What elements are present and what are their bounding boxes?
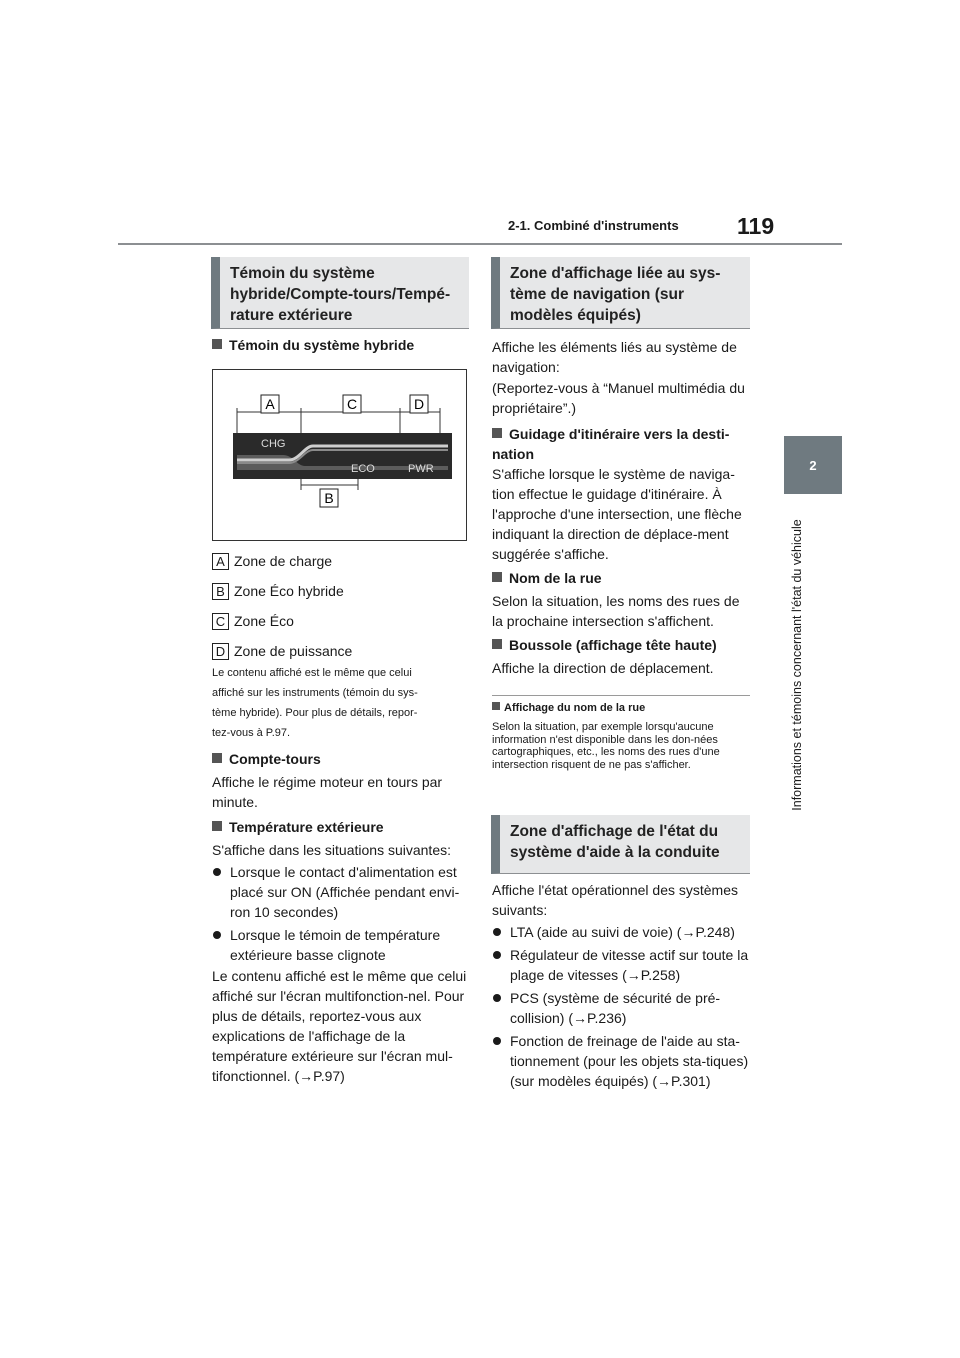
bullet-item: Régulateur de vitesse actif sur toute la plage de vitesses (→P.258) bbox=[492, 945, 750, 985]
figure-note bbox=[212, 663, 472, 743]
figure-note-line: affiché sur les instruments (témoin du sys- bbox=[212, 687, 418, 699]
outside-temp-closing: Le contenu affiché est le même que celui affiché sur l'écran multifonction-nel. Pour plus de détails, reportez-vous aux explications de l'affichage de la température extérieure sur l'écran mul-tifonctionnel. (→P.97) bbox=[212, 968, 467, 1084]
hybrid-indicator-illustration bbox=[213, 370, 466, 540]
chapter-tab: 2 bbox=[784, 436, 842, 494]
chapter-title-text: Informations et témoins concernant l'état du véhicule bbox=[790, 519, 804, 811]
legend-item-a bbox=[212, 551, 352, 571]
legend-item-d bbox=[212, 641, 352, 661]
legend-text-d: Zone de puissance bbox=[234, 643, 353, 659]
subheading-tachometer: Compte-tours bbox=[212, 751, 321, 767]
callout-b-label: B bbox=[324, 490, 334, 506]
note-title: Affichage du nom de la rue bbox=[492, 702, 645, 714]
tachometer-text: Affiche le régime moteur en tours par minute. bbox=[212, 774, 443, 810]
section-title-box-driving-assist bbox=[491, 815, 750, 874]
section-title-box bbox=[211, 257, 469, 329]
route-guidance-text: S'affiche lorsque le système de naviga-tion effectue le guidage d'itinéraire. À l'approche d'une intersection, une flèche indiquant la direction de déplace-ment suggérée s'affiche. bbox=[492, 466, 742, 562]
callout-d bbox=[410, 395, 428, 413]
square-bullet-icon bbox=[492, 428, 502, 438]
note-divider bbox=[492, 695, 750, 696]
section-title-navigation: Zone d'affichage liée au sys-tème de navigation (sur modèles équipés) bbox=[510, 265, 721, 324]
figure-legend bbox=[212, 551, 352, 661]
page-number: 119 bbox=[737, 213, 775, 239]
bullet-item: Lorsque le témoin de température extérieure basse clignote bbox=[212, 925, 467, 965]
legend-key-d: D bbox=[212, 643, 229, 660]
figure-note-line: Le contenu affiché est le même que celui bbox=[212, 667, 412, 679]
callout-a bbox=[261, 395, 279, 413]
callout-a-label: A bbox=[265, 396, 275, 412]
callout-c bbox=[343, 395, 361, 413]
legend-text-c: Zone Éco bbox=[234, 613, 294, 629]
legend-item-b bbox=[212, 581, 352, 601]
gauge-chg-label: CHG bbox=[261, 438, 286, 450]
street-name-text: Selon la situation, les noms des rues de la prochaine intersection s'affichent. bbox=[492, 593, 740, 629]
navigation-reference: (Reportez-vous à “Manuel multimédia du propriétaire”.) bbox=[492, 380, 745, 416]
legend-key-a: A bbox=[212, 553, 229, 570]
subheading-hybrid-indicator: Témoin du système hybride bbox=[212, 337, 414, 353]
section-title-box-navigation bbox=[491, 257, 750, 329]
figure-note-line: tème hybride). Pour plus de détails, repor- bbox=[212, 707, 418, 719]
square-bullet-icon bbox=[492, 702, 500, 710]
subheading-street-name: Nom de la rue bbox=[492, 570, 602, 586]
bullet-item: Lorsque le contact d'alimentation est placé sur ON (Affichée pendant envi-ron 10 secondes) bbox=[212, 862, 467, 922]
bullet-item: Fonction de freinage de l'aide au sta-tionnement (pour les objets sta-tiques) (sur modèles équipés) (→P.301) bbox=[492, 1031, 750, 1091]
callout-c-label: C bbox=[346, 396, 358, 412]
callout-b bbox=[320, 489, 338, 507]
square-bullet-icon bbox=[492, 572, 502, 582]
subheading-compass: Boussole (affichage tête haute) bbox=[492, 637, 717, 653]
subheading-outside-temp: Température extérieure bbox=[212, 819, 384, 835]
gauge-eco-label: ECO bbox=[351, 463, 375, 475]
header-rule bbox=[118, 243, 842, 245]
callout-d-label: D bbox=[413, 396, 425, 412]
legend-key-b: B bbox=[212, 583, 229, 600]
outside-temp-text: S'affiche dans les situations suivantes: bbox=[212, 842, 451, 858]
square-bullet-icon bbox=[492, 639, 502, 649]
running-header-section: 2-1. Combiné d'instruments bbox=[508, 218, 679, 233]
compass-text: Affiche la direction de déplacement. bbox=[492, 660, 714, 676]
hybrid-indicator-figure bbox=[212, 369, 467, 541]
square-bullet-icon bbox=[212, 339, 222, 349]
chapter-title-vertical bbox=[790, 505, 806, 825]
subheading-route-guidance: Guidage d'itinéraire vers la desti-nation bbox=[492, 426, 730, 462]
driving-assist-intro: Affiche l'état opérationnel des systèmes suivants: bbox=[492, 882, 738, 918]
legend-text-b: Zone Éco hybride bbox=[234, 583, 344, 599]
legend-key-c: C bbox=[212, 613, 229, 630]
square-bullet-icon bbox=[212, 753, 222, 763]
bullet-item: PCS (système de sécurité de pré-collision) (→P.236) bbox=[492, 988, 750, 1028]
section-title: Témoin du système hybride/Compte-tours/Tempé-rature extérieure bbox=[230, 265, 451, 324]
note-text: Selon la situation, par exemple lorsqu'aucune information n'est disponible dans les don-nées cartographiques, etc., les noms des rues d'une intersection risquent de ne pas s'afficher. bbox=[492, 721, 720, 771]
bullet-item: LTA (aide au suivi de voie) (→P.248) bbox=[492, 922, 750, 942]
legend-item-c bbox=[212, 611, 352, 631]
outside-temp-bullets bbox=[212, 862, 467, 965]
section-title-driving-assist: Zone d'affichage de l'état du système d'aide à la conduite bbox=[510, 823, 720, 861]
figure-note-line: tez-vous à P.97. bbox=[212, 727, 291, 739]
square-bullet-icon bbox=[212, 821, 222, 831]
driving-assist-bullets bbox=[492, 922, 750, 1091]
gauge-pwr-label: PWR bbox=[408, 463, 434, 475]
navigation-intro: Affiche les éléments liés au système de navigation: bbox=[492, 339, 737, 375]
legend-text-a: Zone de charge bbox=[234, 553, 333, 569]
